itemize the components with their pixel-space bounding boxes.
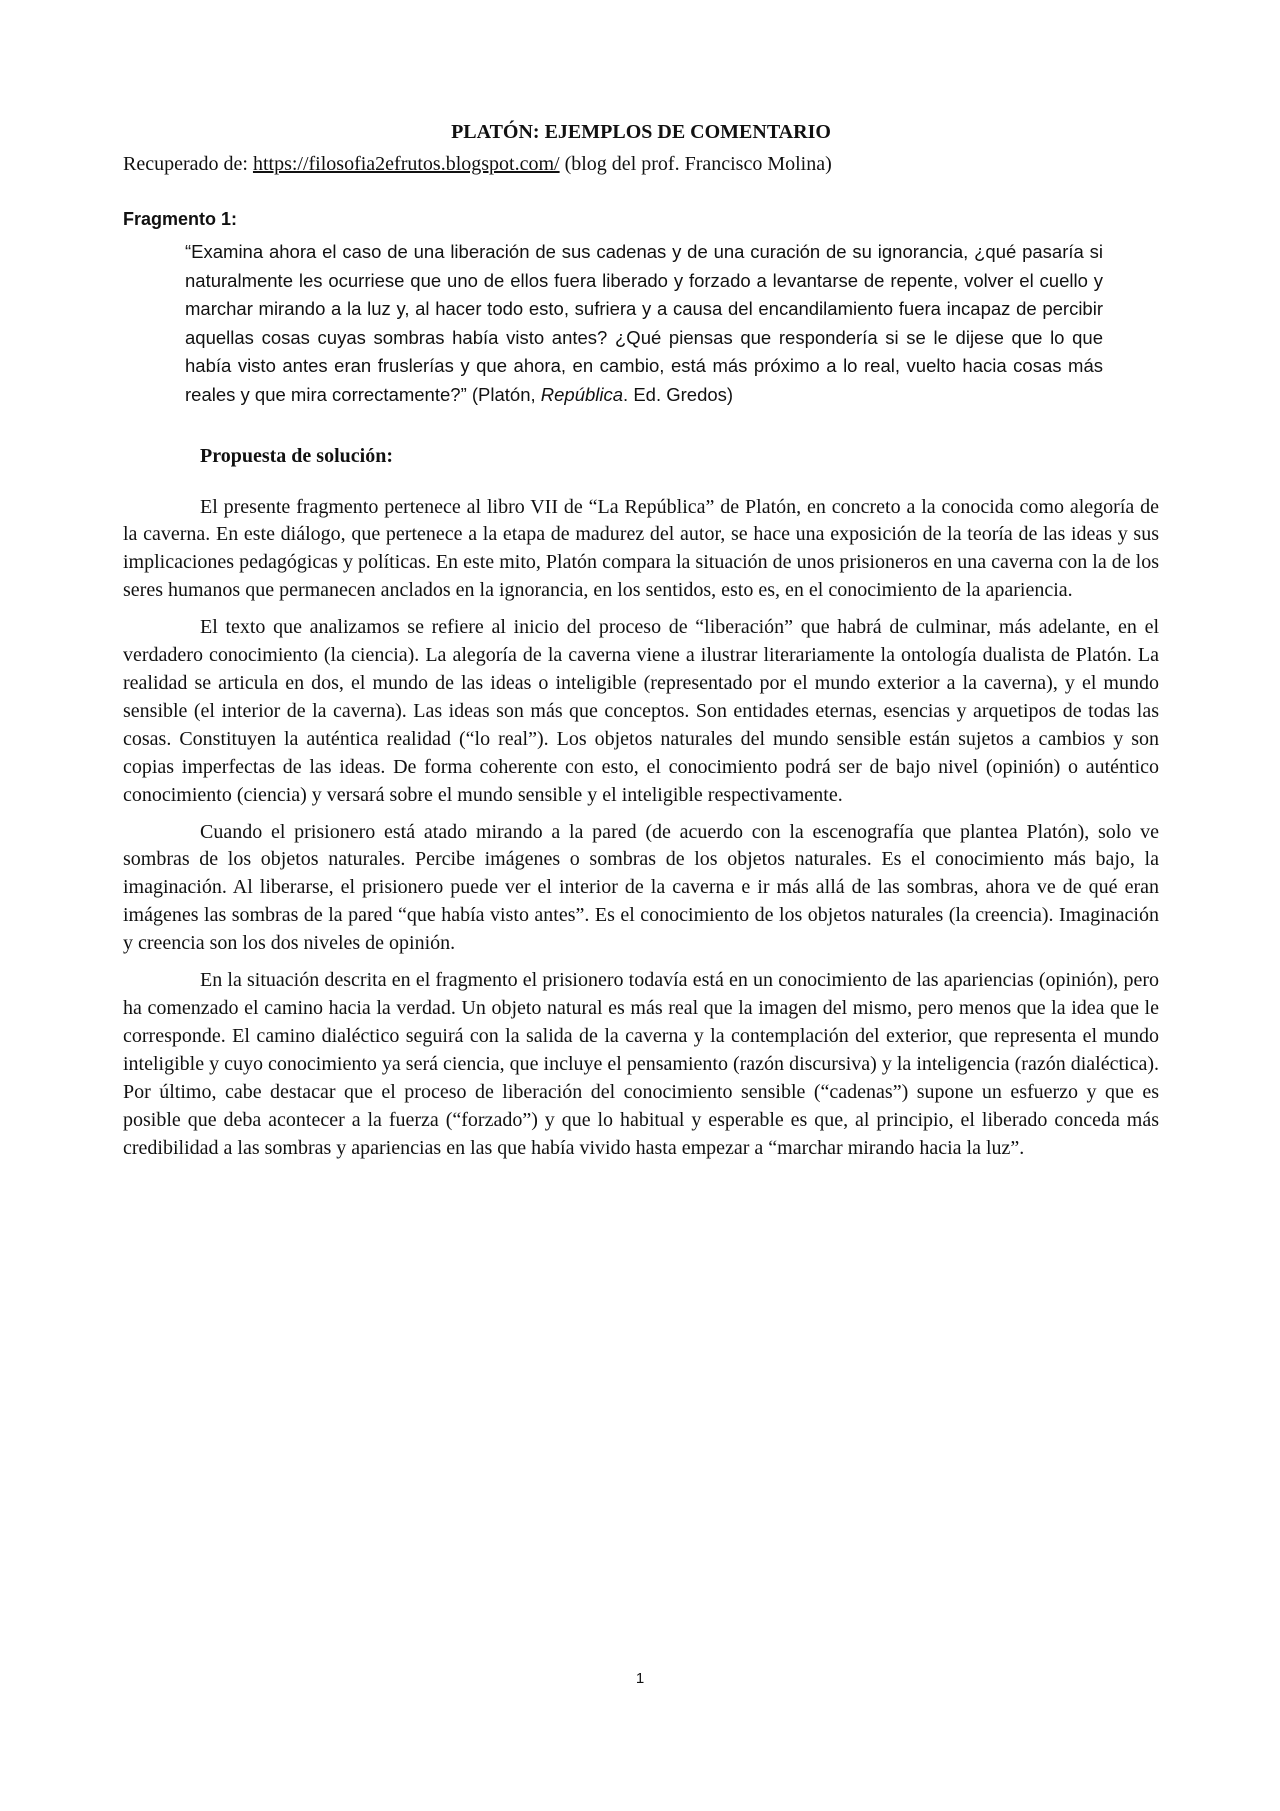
source-suffix: (blog del prof. Francisco Molina) [559, 153, 832, 175]
document-title: PLATÓN: EJEMPLOS DE COMENTARIO [451, 121, 831, 143]
quote-text: “Examina ahora el caso de una liberación de sus cadenas y de una curación de su ignorancia, ¿qué pasaría si naturalmente les ocurriese que uno de ellos fuera liberado y forzado a levantarse de repente, volver el cuello y marchar mirando a la luz y, al hacer todo esto, sufriera y a causa del encandilamiento fuera incapaz de percibir aquellas cosas cuyas sombras había visto antes? ¿Qué piensas que respondería si se le dijese que lo que había visto antes eran fruslerías y que ahora, en cambio, está más próximo a lo real, vuelto hacia cosas más reales y que mira correctamente?” (Platón, [185, 241, 1103, 405]
proposal-heading: Propuesta de solución: [200, 444, 393, 467]
source-line [123, 150, 1159, 178]
source-prefix: Recuperado de: [123, 153, 253, 175]
fragment-label: Fragmento 1: [123, 209, 238, 229]
solution-paragraph-3: Cuando el prisionero está atado mirando a la pared (de acuerdo con la escenografía que plantea Platón), solo ve sombras de los objetos naturales. Percibe imágenes o sombras de los objetos naturales. Es el conocimiento más bajo, la imaginación. Al liberarse, el prisionero puede ver el interior de la caverna e ir más allá de las sombras, ahora ve de qué eran imágenes las sombras de la pared “que había visto antes”. Es el conocimiento de los objetos naturales (la creencia). Imaginación y creencia son los dos niveles de opinión. [123, 820, 1159, 955]
source-link[interactable]: https://filosofia2efrutos.blogspot.com/ [252, 153, 560, 175]
solution-paragraph-2: El texto que analizamos se refiere al inicio del proceso de “liberación” que habrá de culminar, más adelante, en el verdadero conocimiento (la ciencia). La alegoría de la caverna viene a ilustrar literariamente la ontología dualista de Platón. La realidad se articula en dos, el mundo de las ideas o inteligible (representado por el mundo exterior a la caverna), y el mundo sensible (el interior de la caverna). Las ideas son más que conceptos. Son entidades eternas, esencias y arquetipos de todas las cosas. Constituyen la auténtica realidad (“lo real”). Los objetos naturales del mundo sensible están sujetos a cambios y son copias imperfectas de las ideas. De forma coherente con esto, el conocimiento podrá ser de bajo nivel (opinión) o auténtico conocimiento (ciencia) y versará sobre el mundo sensible y el inteligible respectivamente. [123, 616, 1159, 806]
quote-work-title: República [540, 383, 624, 405]
fragment-quote [185, 238, 1103, 410]
solution-paragraph-4: En la situación descrita en el fragmento el prisionero todavía está en un conocimiento de las apariencias (opinión), pero ha comenzado el camino hacia la verdad. Un objeto natural es más real que la imagen del mismo, pero menos que la idea que le corresponde. El camino dialéctico seguirá con la salida de la caverna y la contemplación del exterior, que representa el mundo inteligible y cuyo conocimiento ya será ciencia, que incluye el pensamiento (razón discursiva) y la inteligencia (razón dialéctica). Por último, cabe destacar que el proceso de liberación del conocimiento sensible (“cadenas”) supone un esfuerzo y que es posible que deba acontecer a la fuerza (“forzado”) y que lo habitual y esperable es que, al principio, el liberado conceda más credibilidad a las sombras y apariencias en las que había vivido hasta empezar a “marchar mirando hacia la luz”. [123, 969, 1159, 1159]
page-number: 1 [635, 1670, 645, 1687]
solution-paragraph-1: El presente fragmento pertenece al libro VII de “La República” de Platón, en concreto a la conocida como alegoría de la caverna. En este diálogo, que pertenece a la etapa de madurez del autor, se hace una exposición de la teoría de las ideas y sus implicaciones pedagógicas y políticas. En este mito, Platón compara la situación de unos prisioneros en una caverna con la de los seres humanos que permanecen anclados en la ignorancia, en los sentidos, esto es, en el conocimiento de la apariencia. [123, 495, 1159, 602]
document-content [123, 118, 1159, 1162]
quote-citation: . Ed. Gredos) [623, 383, 734, 405]
